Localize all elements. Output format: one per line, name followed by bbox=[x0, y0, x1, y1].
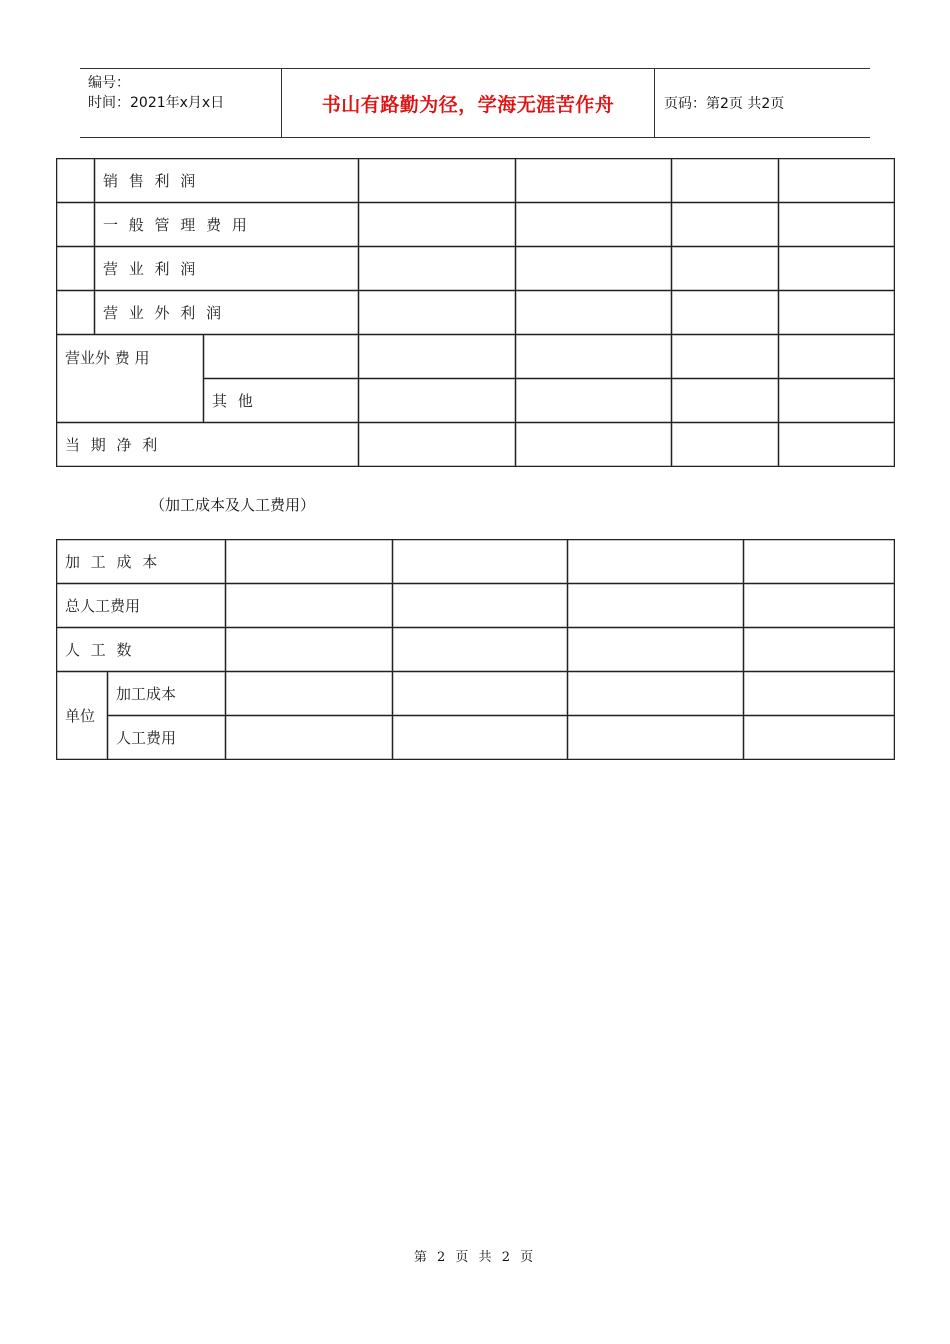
table-cell bbox=[516, 203, 672, 247]
table-cell bbox=[672, 291, 779, 335]
table-cell bbox=[672, 247, 779, 291]
table-cell bbox=[57, 159, 95, 203]
header-motto: 书山有路勤为径，学海无涯苦作舟 bbox=[281, 69, 655, 137]
table-row bbox=[57, 584, 895, 628]
table-cell bbox=[226, 628, 393, 672]
table-cell bbox=[568, 672, 744, 716]
table-cell bbox=[359, 423, 516, 467]
section-caption: （加工成本及人工费用） bbox=[150, 496, 316, 514]
header-page-label: 页码：第2页 共2页 bbox=[664, 96, 785, 112]
table-cell bbox=[744, 628, 895, 672]
table-cell bbox=[359, 379, 516, 423]
row-label-non-operating-expense: 营业外 费 用 bbox=[57, 335, 204, 423]
table-cell bbox=[57, 203, 95, 247]
table-row bbox=[57, 628, 895, 672]
table-row bbox=[57, 335, 895, 379]
table-cell bbox=[226, 584, 393, 628]
row-label-total-labor: 总人工费用 bbox=[57, 584, 226, 628]
table-cell bbox=[359, 335, 516, 379]
table-cell bbox=[516, 423, 672, 467]
table-cell bbox=[516, 379, 672, 423]
table-cell bbox=[57, 291, 95, 335]
table-cell bbox=[568, 540, 744, 584]
table-cell bbox=[568, 716, 744, 760]
table-cell bbox=[779, 203, 895, 247]
table-cell bbox=[516, 159, 672, 203]
table-row bbox=[57, 247, 895, 291]
row-label-labor-count: 人 工 数 bbox=[57, 628, 226, 672]
serial-label: 编号： bbox=[88, 75, 130, 91]
table-cell bbox=[744, 716, 895, 760]
table-cell bbox=[393, 628, 568, 672]
table-cell bbox=[744, 540, 895, 584]
page-footer: 第 2 页 共 2 页 bbox=[413, 1250, 537, 1265]
table-row bbox=[57, 423, 895, 467]
header-left bbox=[88, 73, 280, 113]
row-label-non-operating-profit: 营 业 外 利 润 bbox=[95, 291, 359, 335]
table-cell bbox=[744, 584, 895, 628]
table-cell bbox=[204, 335, 359, 379]
table-cell bbox=[226, 672, 393, 716]
time-label: 时间：2021年x月x日 bbox=[88, 95, 225, 111]
row-label-net-profit: 当 期 净 利 bbox=[57, 423, 359, 467]
table-cell bbox=[516, 247, 672, 291]
table-row bbox=[57, 159, 895, 203]
profit-table bbox=[56, 158, 895, 467]
row-label-unit-processing-cost: 加工成本 bbox=[108, 672, 226, 716]
table-cell bbox=[779, 159, 895, 203]
table-cell bbox=[226, 716, 393, 760]
table-row bbox=[57, 203, 895, 247]
table-cell bbox=[393, 540, 568, 584]
table-row bbox=[57, 672, 895, 716]
table-cell bbox=[393, 716, 568, 760]
table-cell bbox=[516, 291, 672, 335]
row-label-general-admin: 一 般 管 理 费 用 bbox=[95, 203, 359, 247]
row-label-sales-profit: 销 售 利 润 bbox=[95, 159, 359, 203]
table-cell bbox=[359, 291, 516, 335]
table-cell bbox=[568, 584, 744, 628]
table-cell bbox=[568, 628, 744, 672]
table-cell bbox=[393, 672, 568, 716]
table-cell bbox=[672, 379, 779, 423]
table-cell bbox=[393, 584, 568, 628]
table-cell bbox=[672, 159, 779, 203]
table-cell bbox=[779, 379, 895, 423]
table-row bbox=[57, 716, 895, 760]
table-cell bbox=[57, 247, 95, 291]
page-header bbox=[80, 68, 870, 138]
cost-table bbox=[56, 539, 895, 760]
row-label-unit: 单位 bbox=[57, 672, 108, 760]
row-label-processing-cost: 加 工 成 本 bbox=[57, 540, 226, 584]
table-cell bbox=[744, 672, 895, 716]
table-cell bbox=[516, 335, 672, 379]
table-cell bbox=[672, 203, 779, 247]
table-cell bbox=[779, 247, 895, 291]
table-cell bbox=[779, 423, 895, 467]
table-cell bbox=[359, 203, 516, 247]
row-label-unit-labor-cost: 人工费用 bbox=[108, 716, 226, 760]
table-cell bbox=[672, 423, 779, 467]
row-label-other: 其 他 bbox=[204, 379, 359, 423]
table-cell bbox=[359, 247, 516, 291]
table-row bbox=[57, 291, 895, 335]
table-cell bbox=[779, 291, 895, 335]
table-cell bbox=[779, 335, 895, 379]
table-row bbox=[57, 540, 895, 584]
row-label-operating-profit: 营 业 利 润 bbox=[95, 247, 359, 291]
table-cell bbox=[359, 159, 516, 203]
table-cell bbox=[226, 540, 393, 584]
table-cell bbox=[672, 335, 779, 379]
